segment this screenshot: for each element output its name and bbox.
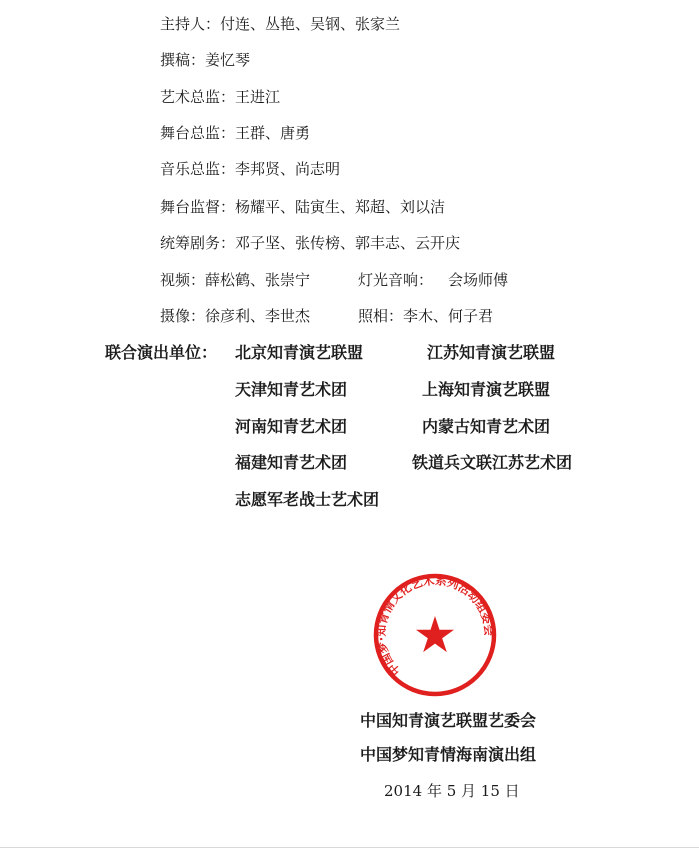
unit-item: 福建知青艺术团 [235, 453, 348, 472]
credit-value: 王群、唐勇 [235, 124, 311, 142]
credit-line-stage-director [160, 123, 310, 143]
credit-label: 视频： [160, 271, 206, 289]
signature-org-2: 中国梦知青情海南演出组 [360, 745, 537, 764]
unit-item: 志愿军老战士艺术团 [235, 490, 380, 509]
credit-value: 邓子坚、张传榜、郭丰志、云开庆 [235, 234, 461, 252]
credit-label: 舞台监督： [160, 198, 236, 216]
credit-secondary [358, 306, 493, 326]
unit-item: 天津知青艺术团 [235, 380, 348, 399]
signature-org-1: 中国知青演艺联盟艺委会 [360, 711, 537, 730]
unit-item: 河南知青艺术团 [235, 417, 348, 436]
credit-line-stage-manager [160, 197, 445, 217]
credit-line-art-director [160, 87, 280, 107]
seal-text: 中国梦·知青情文化艺术系列活动组委会 [373, 573, 497, 679]
unit-item: 铁道兵文联江苏艺术团 [412, 453, 573, 472]
credit-label: 摄像： [160, 307, 206, 325]
signature-date: 2014 年 5 月 15 日 [384, 782, 520, 800]
credit-label: 撰稿： [160, 51, 206, 69]
credit-label: 舞台总监： [160, 124, 236, 142]
credit-label: 灯光音响： [358, 271, 434, 289]
official-seal-stamp [372, 572, 498, 698]
joint-units-label: 联合演出单位： [105, 343, 218, 362]
credit-label: 统筹剧务： [160, 234, 236, 252]
credit-line-music-director [160, 159, 340, 179]
credit-value: 李木、何子君 [403, 307, 494, 325]
credit-label: 主持人： [160, 15, 221, 33]
credit-value: 姜忆琴 [205, 51, 251, 69]
unit-item: 内蒙古知青艺术团 [422, 417, 551, 436]
unit-item: 北京知青演艺联盟 [235, 343, 364, 362]
credit-label: 音乐总监： [160, 160, 236, 178]
unit-item: 江苏知青演艺联盟 [427, 343, 556, 362]
credit-label: 照相： [358, 307, 404, 325]
credit-value: 王进江 [235, 88, 281, 106]
unit-item: 上海知青演艺联盟 [422, 380, 551, 399]
credit-value: 李邦贤、尚志明 [235, 160, 341, 178]
credit-value: 付连、丛艳、吴钢、张家兰 [220, 15, 401, 33]
credit-value: 会场师傅 [448, 271, 509, 289]
credit-value: 徐彦利、李世杰 [205, 307, 311, 325]
credit-value: 薛松鹤、张崇宁 [205, 271, 311, 289]
credit-line-hosts [160, 14, 400, 34]
credit-line-video [160, 270, 509, 290]
credit-secondary [358, 270, 508, 290]
star-icon [416, 616, 454, 652]
credit-line-coordination [160, 233, 460, 253]
credit-value: 杨耀平、陆寅生、郑超、刘以洁 [235, 198, 446, 216]
credit-line-writer [160, 50, 250, 70]
credit-label: 艺术总监： [160, 88, 236, 106]
credit-line-camera [160, 306, 494, 326]
